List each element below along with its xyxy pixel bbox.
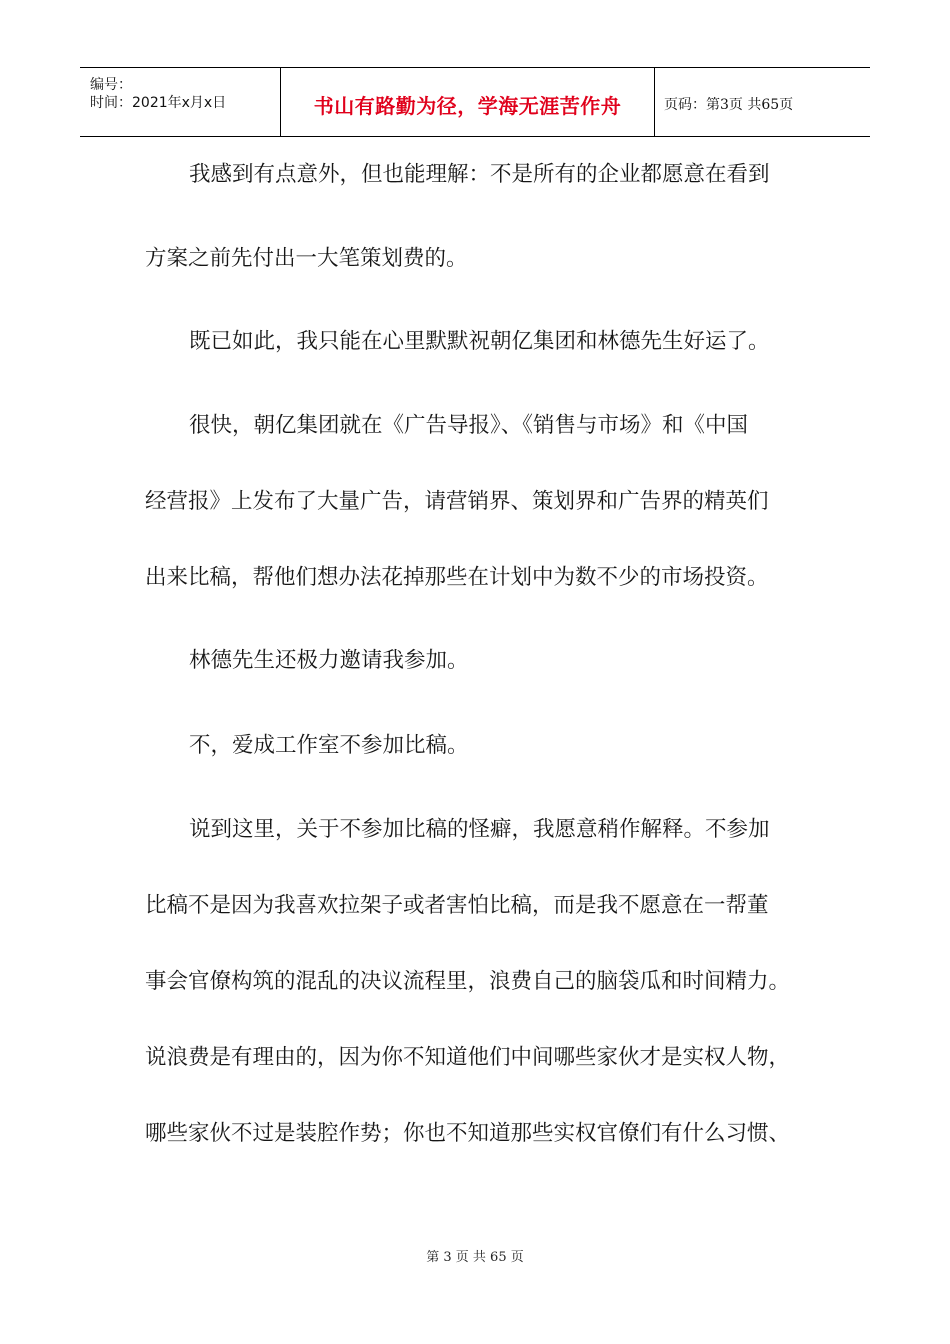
time-label: 时间：2021年x月x日 xyxy=(90,95,227,111)
header-motto-cell xyxy=(280,68,655,136)
header-page-cell xyxy=(654,68,870,136)
text-line: 经营报》上发布了大量广告，请营销界、策划界和广告界的精英们 xyxy=(145,489,769,514)
text-line: 说浪费是有理由的，因为你不知道他们中间哪些家伙才是实权人物， xyxy=(145,1045,791,1070)
header-page-info: 页码：第3页 共65页 xyxy=(664,97,794,113)
number-label: 编号： xyxy=(90,77,132,93)
motto-text: 书山有路勤为径，学海无涯苦作舟 xyxy=(313,94,622,118)
text-line: 很快，朝亿集团就在《广告导报》、《销售与市场》和《中国 xyxy=(189,413,749,438)
header-meta-cell xyxy=(80,68,280,136)
text-line: 哪些家伙不过是装腔作势；你也不知道那些实权官僚们有什么习惯、 xyxy=(145,1121,791,1146)
text-line: 既已如此，我只能在心里默默祝朝亿集团和林德先生好运了。 xyxy=(189,329,770,354)
text-line: 我感到有点意外，但也能理解：不是所有的企业都愿意在看到 xyxy=(189,162,770,187)
text-line: 比稿不是因为我喜欢拉架子或者害怕比稿，而是我不愿意在一帮董 xyxy=(145,893,769,918)
text-line: 林德先生还极力邀请我参加。 xyxy=(189,648,469,673)
page-footer: 第 3 页 共 65 页 xyxy=(426,1250,524,1265)
document-header xyxy=(80,67,870,137)
text-line: 说到这里，关于不参加比稿的怪癖，我愿意稍作解释。不参加 xyxy=(189,817,770,842)
text-line: 不，爱成工作室不参加比稿。 xyxy=(189,733,469,758)
text-line: 事会官僚构筑的混乱的决议流程里，浪费自己的脑袋瓜和时间精力。 xyxy=(145,969,791,994)
text-line: 方案之前先付出一大笔策划费的。 xyxy=(145,246,468,271)
text-line: 出来比稿，帮他们想办法花掉那些在计划中为数不少的市场投资。 xyxy=(145,565,769,590)
